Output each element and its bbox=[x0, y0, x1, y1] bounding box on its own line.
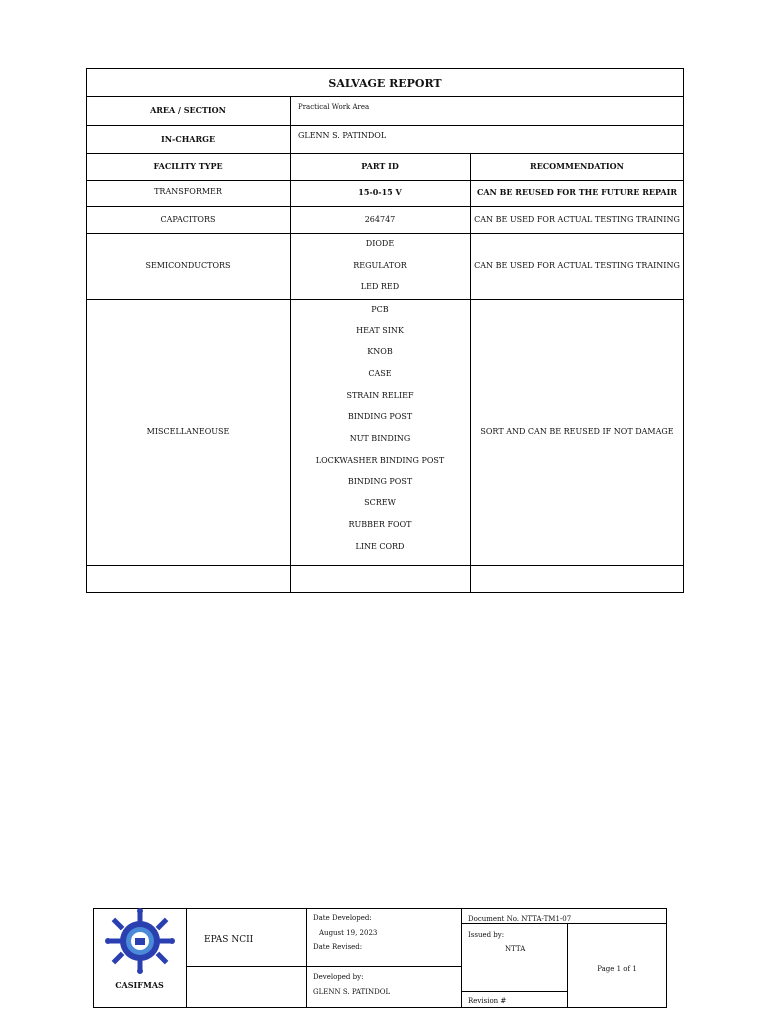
page-number: Page 1 of 1 bbox=[597, 965, 637, 973]
date-revised-label: Date Revised: bbox=[313, 943, 363, 951]
header-facility-type: FACILITY TYPE bbox=[153, 161, 223, 171]
part-id-strain-relief: STRAIN RELIEF bbox=[346, 391, 414, 400]
part-id-binding-post-2: BINDING POST bbox=[347, 477, 413, 486]
part-id-binding-post: BINDING POST bbox=[347, 412, 413, 421]
part-id-capacitors: 264747 bbox=[364, 215, 396, 224]
part-id-nut-binding: NUT BINDING bbox=[349, 434, 411, 443]
issued-by-label: Issued by: bbox=[468, 931, 505, 939]
area-section-label: AREA / SECTION bbox=[150, 105, 226, 115]
part-id-line-cord: LINE CORD bbox=[355, 542, 405, 551]
incharge-label: IN-CHARGE bbox=[160, 134, 216, 144]
course-title: EPAS NCII bbox=[204, 935, 254, 945]
part-id-knob: KNOB bbox=[367, 347, 393, 356]
part-id-regulator: REGULATOR bbox=[353, 261, 407, 270]
facility-capacitors: CAPACITORS bbox=[160, 215, 216, 224]
part-id-transformer: 15-0-15 V bbox=[358, 187, 402, 197]
part-id-heat-sink: HEAT SINK bbox=[356, 326, 404, 335]
date-developed-label: Date Developed: bbox=[313, 914, 372, 922]
recommendation-capacitors: CAN BE USED FOR ACTUAL TESTING TRAINING bbox=[474, 215, 680, 224]
org-name: CASIFMAS bbox=[115, 980, 164, 990]
casifmas-logo-icon bbox=[104, 908, 176, 974]
report-title: SALVAGE REPORT bbox=[328, 77, 442, 90]
facility-transformer: TRANSFORMER bbox=[154, 187, 222, 196]
revision-label: Revision # bbox=[468, 997, 507, 1005]
area-section-value: Practical Work Area bbox=[298, 103, 370, 111]
document-number: Document No. NTTA-TM1-07 bbox=[468, 915, 572, 923]
developed-by-label: Developed by: bbox=[313, 973, 364, 981]
part-id-led-red: LED RED bbox=[360, 282, 400, 291]
developed-by-value: GLENN S. PATINDOL bbox=[313, 988, 391, 996]
part-id-diode: DIODE bbox=[365, 239, 395, 248]
facility-semiconductors: SEMICONDUCTORS bbox=[145, 261, 231, 270]
date-developed-value: August 19, 2023 bbox=[319, 929, 378, 937]
recommendation-transformer: CAN BE REUSED FOR THE FUTURE REPAIR bbox=[476, 187, 677, 197]
recommendation-semiconductors: CAN BE USED FOR ACTUAL TESTING TRAINING bbox=[474, 261, 680, 270]
header-part-id: PART ID bbox=[361, 161, 399, 171]
facility-miscellaneous: MISCELLANEOUSE bbox=[146, 427, 230, 436]
recommendation-miscellaneous: SORT AND CAN BE REUSED IF NOT DAMAGE bbox=[480, 427, 674, 436]
part-id-screw: SCREW bbox=[364, 498, 396, 507]
part-id-case: CASE bbox=[368, 369, 392, 378]
header-recommendation: RECOMMENDATION bbox=[530, 161, 624, 171]
part-id-rubber-foot: RUBBER FOOT bbox=[348, 520, 412, 529]
issued-by-value: NTTA bbox=[505, 945, 526, 953]
incharge-value: GLENN S. PATINDOL bbox=[298, 131, 387, 140]
part-id-pcb: PCB bbox=[371, 305, 389, 314]
part-id-lockwasher-binding-post: LOCKWASHER BINDING POST bbox=[315, 456, 445, 465]
